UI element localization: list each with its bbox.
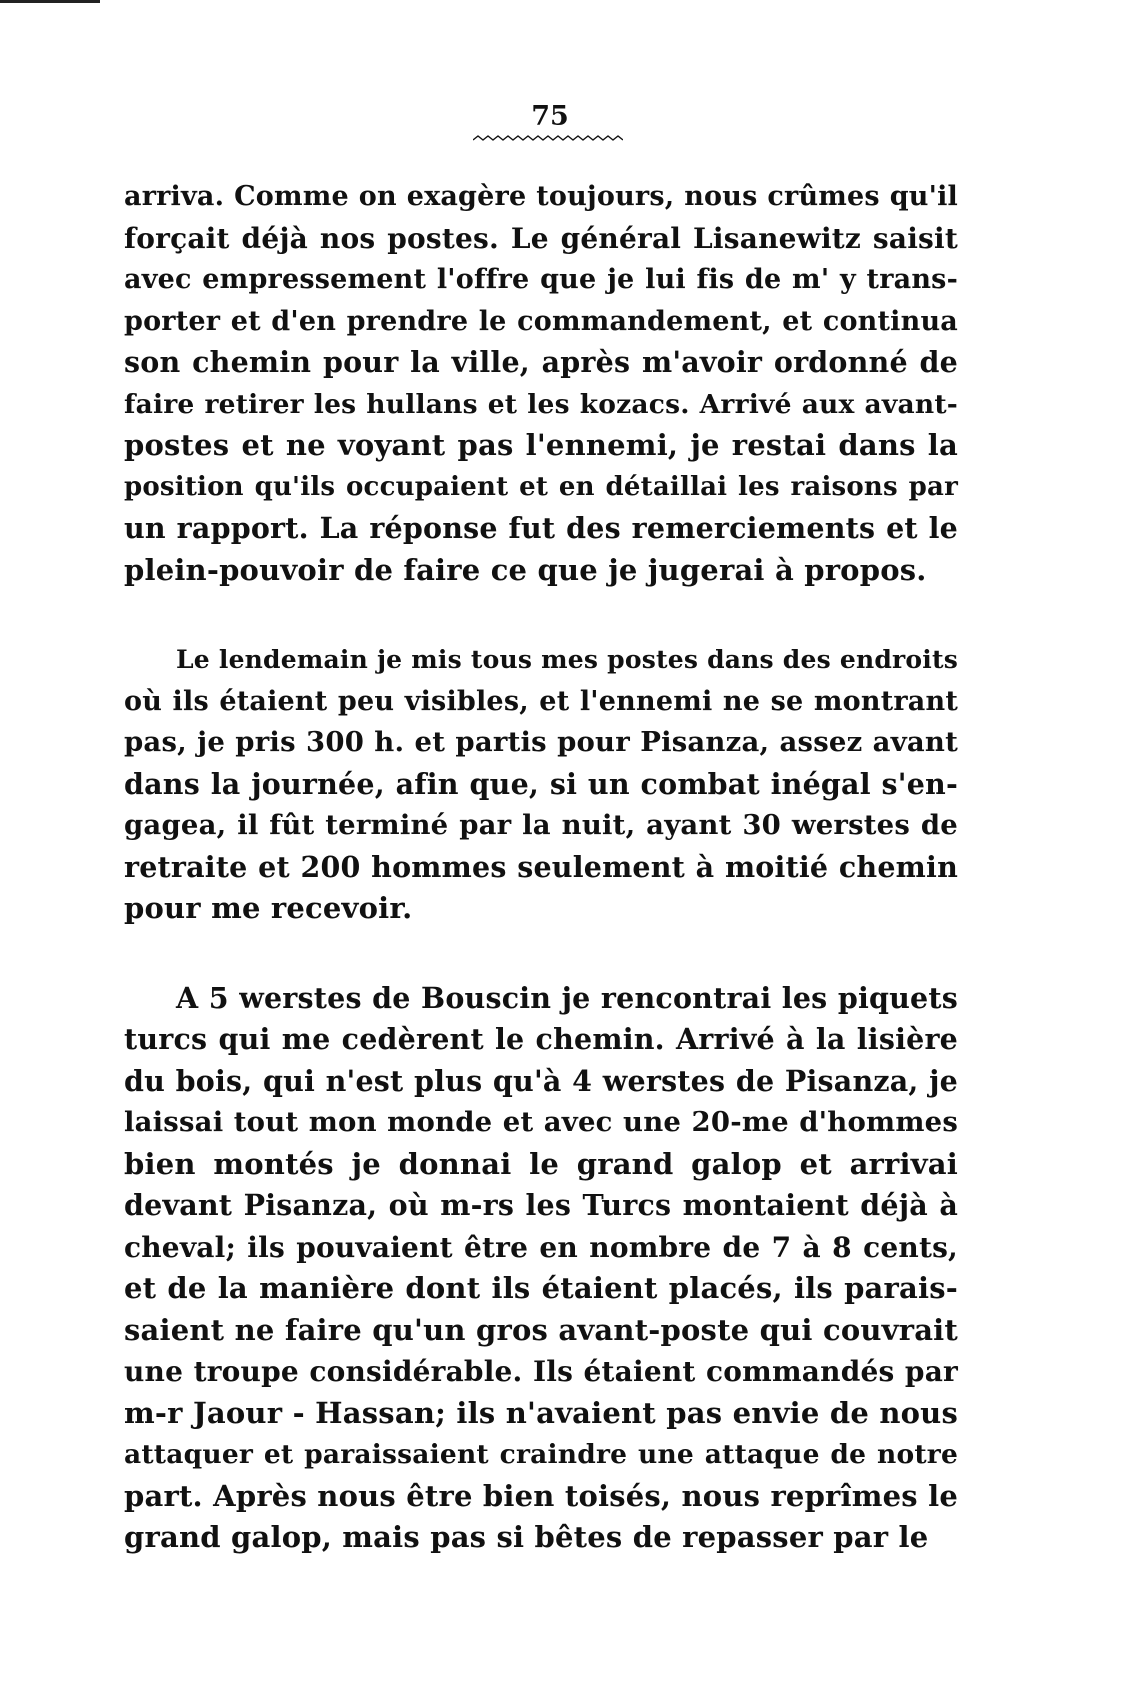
page-number-wavy-rule	[473, 134, 623, 142]
text-line: et de la manière dont ils étaient placés, ils parais-	[124, 1271, 958, 1305]
text-line: avec empressement l'offre que je lui fis de m' y trans-	[124, 264, 958, 295]
text-line: pas, je pris 300 h. et partis pour Pisanza, assez avant	[124, 726, 958, 758]
text-line: bien montés je donnai le grand galop et arrivai	[124, 1146, 958, 1181]
text-line: faire retirer les hullans et les kozacs. Arrivé aux avant-	[124, 388, 958, 420]
text-line: grand galop, mais pas si bêtes de repasser par le	[124, 1520, 929, 1554]
text-line: m-r Jaour - Hassan; ils n'avaient pas envie de nous	[124, 1395, 958, 1430]
text-line: position qu'ils occupaient et en détaillai les raisons par	[124, 471, 958, 502]
text-line: plein-pouvoir de faire ce que je jugerai à propos.	[124, 552, 927, 587]
text-line: son chemin pour la ville, après m'avoir ordonné de	[124, 345, 958, 379]
text-line: cheval; ils pouvaient être en nombre de 7 à 8 cents,	[124, 1230, 958, 1264]
text-line: saient ne faire qu'un gros avant-poste qui couvrait	[124, 1312, 958, 1347]
text-line: porter et d'en prendre le commandement, et continua	[124, 305, 958, 337]
text-line: une troupe considérable. Ils étaient commandés par	[124, 1355, 958, 1388]
body-text	[124, 176, 958, 1559]
scan-edge-mark	[0, 0, 100, 3]
text-line: retraite et 200 hommes seulement à moitié chemin	[124, 849, 958, 884]
text-line: turcs qui me cedèrent le chemin. Arrivé à la lisière	[124, 1022, 958, 1056]
text-line: du bois, qui n'est plus qu'à 4 werstes de Pisanza, je	[124, 1063, 958, 1098]
paragraph	[124, 176, 958, 591]
text-line: gagea, il fût terminé par la nuit, ayant 30 werstes de	[124, 809, 958, 841]
text-line: dans la journée, afin que, si un combat inégal s'en-	[124, 766, 958, 801]
text-line: laissai tout mon monde et avec une 20-me d'hommes	[124, 1106, 958, 1138]
text-line: un rapport. La réponse fut des remerciements et le	[124, 511, 958, 545]
text-line: forçait déjà nos postes. Le général Lisanewitz saisit	[124, 221, 958, 255]
text-line: où ils étaient peu visibles, et l'ennemi ne se montrant	[124, 685, 958, 717]
paragraph	[124, 978, 958, 1559]
text-line: postes et ne voyant pas l'ennemi, je restai dans la	[124, 428, 958, 462]
paragraph	[124, 639, 958, 930]
text-line: pour me recevoir.	[124, 891, 413, 925]
text-line: arriva. Comme on exagère toujours, nous crûmes qu'il	[124, 181, 958, 212]
text-line: attaquer et paraissaient craindre une attaque de notre	[124, 1439, 958, 1470]
text-line: Le lendemain je mis tous mes postes dans des endroits	[176, 645, 958, 674]
text-line: A 5 werstes de Bouscin je rencontrai les piquets	[176, 980, 958, 1015]
text-line: part. Après nous être bien toisés, nous reprîmes le	[124, 1478, 958, 1513]
text-line: devant Pisanza, où m-rs les Turcs montaient déjà à	[124, 1188, 958, 1222]
page-number: 75	[531, 101, 569, 132]
